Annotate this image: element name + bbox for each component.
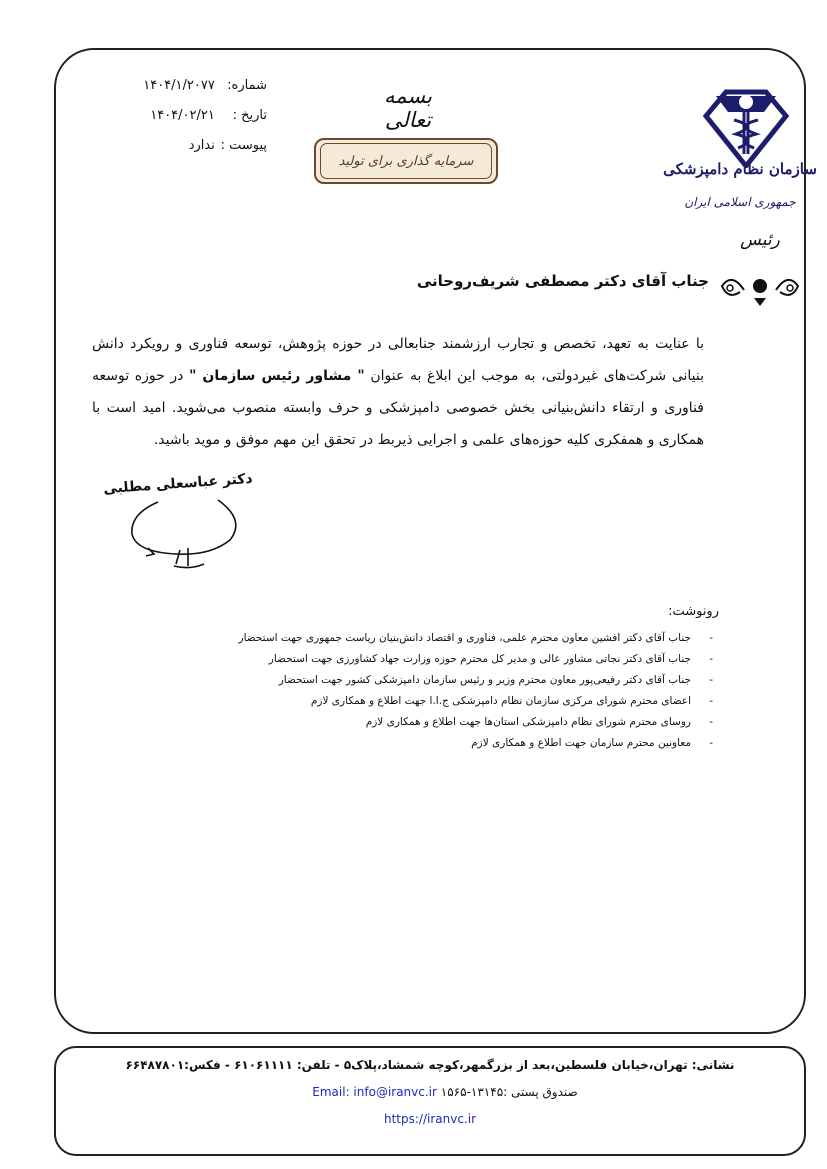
signer-role: رئیس — [740, 230, 780, 250]
cc-item: - جناب آقای دکتر نجاتی مشاور عالی و مدیر کل محترم حوزه وزارت جهاد کشاورزی جهت استحضار — [177, 649, 717, 670]
letter-attachment — [189, 138, 267, 153]
letter-body — [92, 328, 704, 456]
cc-item: - روسای محترم شورای نظام دامپزشکی استان‌ها جهت اطلاع و همکاری لازم — [177, 712, 717, 733]
year-slogan: سرمایه گذاری برای تولید — [320, 143, 492, 179]
recipient: جناب آقای دکتر مصطفی شریف‌روحانی — [416, 272, 709, 290]
cc-item: - جناب آقای دکتر افشین معاون محترم علمی، فناوری و اقتصاد دانش‌بنیان ریاست جمهوری جهت استحضار — [177, 628, 717, 649]
attachment-label: پیوست : — [220, 138, 267, 153]
bismillah: بسمه تعالی — [384, 84, 432, 132]
date-label: تاریخ : — [232, 108, 267, 123]
cc-list — [177, 628, 717, 754]
footer-po-box: صندوق پستی :۱۳۱۴۵-۱۵۶۵ — [440, 1085, 578, 1099]
signer-name: دکتر عباسعلی مطلبی — [102, 470, 254, 498]
iranvc-logo-icon — [686, 86, 806, 168]
body-emphasis: " مشاور رئیس سازمان " — [189, 368, 365, 384]
organization-subtitle: جمهوری اسلامی ایران — [684, 195, 796, 209]
attachment-value: ندارد — [188, 138, 215, 153]
letter-number — [143, 78, 267, 93]
body-part-2: در حوزه توسعه فناوری و ارتقاء دانش‌بنیانی بخش خصوصی دامپزشکی و حرف وابسته منصوب می‌شوید. امید است با همکاری و همفکری کلیه حوزه‌های علمی و اجرایی ذیربط در تحقق این مهم موفق و موید باشید. — [92, 368, 704, 448]
footer-address: نشانی: تهران،خیابان فلسطین،بعد از بزرگمهر،کوچه شمشاد،پلاک۵ - تلفن: ۶۱۰۶۱۱۱۱ - فکس:۶۶۴۸۷۸۰۱ — [125, 1058, 735, 1072]
number-label: شماره: — [227, 78, 267, 93]
letter-date — [150, 108, 267, 123]
signature-icon — [118, 490, 248, 576]
date-value: ۱۴۰۴/۰۲/۲۱ — [150, 108, 215, 123]
ornament-icon — [714, 268, 806, 308]
organization-name: سازمان نظام دامپزشکی — [663, 160, 817, 178]
footer-email[interactable]: Email: info@iranvc.ir — [312, 1085, 437, 1099]
number-value: ۱۴۰۴/۱/۲۰۷۷ — [143, 78, 215, 93]
year-slogan-badge — [314, 138, 498, 184]
cc-title: رونوشت: — [668, 604, 719, 619]
cc-item: - جناب آقای دکتر رفیعی‌پور معاون محترم وزیر و رئیس سازمان دامپزشکی کشور جهت استحضار — [177, 670, 717, 691]
footer-website-link[interactable]: https://iranvc.ir — [383, 1112, 477, 1126]
cc-item: - معاونین محترم سازمان جهت اطلاع و همکاری لازم — [177, 733, 717, 754]
body-part-1: با عنایت به تعهد، تخصص و تجارب ارزشمند جنابعالی در حوزه پژوهش، توسعه فناوری و رویکرد دانش بنیانی شرکت‌های غیردولتی، به موجب این ابلاغ به عنوان — [92, 336, 704, 384]
footer-contact — [60, 1085, 800, 1099]
cc-item: - اعضای محترم شورای مرکزی سازمان نظام دامپزشکی ج.ا.ا جهت اطلاع و همکاری لازم — [177, 691, 717, 712]
